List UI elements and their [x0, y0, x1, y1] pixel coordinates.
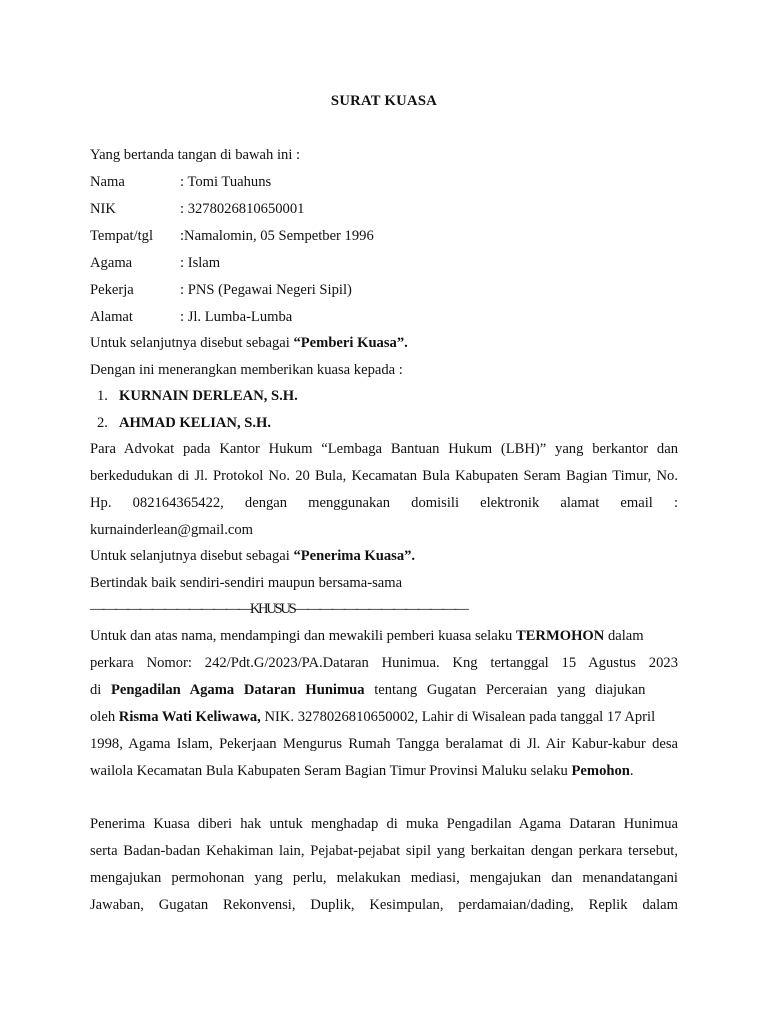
- paragraph-line: Penerima Kuasa diberi hak untuk menghadap di muka Pengadilan Agama Dataran Hunimua: [90, 816, 678, 832]
- field-label-pekerja: Pekerja: [90, 282, 134, 298]
- text-run: NIK. 3278026810650002, Lahir di Wisalean pada tanggal 17 April: [260, 709, 656, 725]
- field-label-nik: NIK: [90, 201, 116, 217]
- paragraph-line: serta Badan-badan Kehakiman lain, Pejabat-pejabat sipil yang berkaitan dengan perkara tersebut,: [90, 843, 678, 859]
- paragraph-line: [90, 628, 678, 645]
- termohon-term: TERMOHON: [515, 628, 605, 644]
- attorney-number: 1.: [97, 388, 108, 404]
- field-value-nik: : 3278026810650001: [180, 201, 305, 217]
- text-run: Untuk dan atas nama, mendampingi dan mewakili pemberi kuasa selaku: [90, 628, 516, 644]
- grantee-reference-prefix: Untuk selanjutnya disebut sebagai: [90, 548, 294, 564]
- paragraph-line: [90, 763, 678, 780]
- paragraph-line: Hp. 082164365422, dengan menggunakan domisili elektronik alamat email :: [90, 495, 678, 511]
- text-run: .: [629, 763, 634, 779]
- field-value-nama: : Tomi Tuahuns: [180, 174, 272, 190]
- field-label-tempat-tgl: Tempat/tgl: [90, 228, 154, 244]
- paragraph-line: 1998, Agama Islam, Pekerjaan Mengurus Rumah Tangga beralamat di Jl. Air Kabur-kabur desa: [90, 736, 678, 752]
- field-value-alamat: : Jl. Lumba-Lumba: [180, 309, 293, 325]
- email-address: kurnainderlean@gmail.com: [90, 522, 253, 538]
- text-run: di: [90, 682, 111, 698]
- paragraph-line: berkedudukan di Jl. Protokol No. 20 Bula, Kecamatan Bula Kabupaten Seram Bagian Timur, No.: [90, 468, 678, 484]
- field-label-agama: Agama: [90, 255, 133, 271]
- grantor-reference-prefix: Untuk selanjutnya disebut sebagai: [90, 335, 294, 351]
- attorney-name: AHMAD KELIAN, S.H.: [119, 415, 272, 431]
- joint-action-text: Bertindak baik sendiri-sendiri maupun bersama-sama: [90, 575, 403, 591]
- grantor-term: “Pemberi Kuasa”.: [293, 335, 408, 351]
- pemohon-term: Pemohon: [571, 763, 630, 779]
- paragraph-line: Jawaban, Gugatan Rekonvensi, Duplik, Kesimpulan, perdamaian/dading, Replik dalam: [90, 897, 678, 913]
- declaration-text: Dengan ini menerangkan memberikan kuasa kepada :: [90, 362, 403, 378]
- document-title: SURAT KUASA: [330, 93, 438, 109]
- text-run: dalam: [604, 628, 644, 644]
- field-value-pekerja: : PNS (Pegawai Negeri Sipil): [180, 282, 352, 298]
- paragraph-line: perkara Nomor: 242/Pdt.G/2023/PA.Dataran Hunimua. Kng tertanggal 15 Agustus 2023: [90, 655, 678, 671]
- attorney-number: 2.: [97, 415, 108, 431]
- grantee-term: “Penerima Kuasa”.: [293, 548, 416, 564]
- grantee-reference: [90, 548, 678, 565]
- paragraph-line: [90, 709, 678, 726]
- field-value-tempat-tgl: :Namalomin, 05 Sempetber 1996: [180, 228, 374, 244]
- text-run: wailola Kecamatan Bula Kabupaten Seram Bagian Timur Provinsi Maluku selaku: [90, 763, 572, 779]
- grantor-reference: [90, 335, 678, 352]
- paragraph-line: Para Advokat pada Kantor Hukum “Lembaga Bantuan Hukum (LBH)” yang berkantor dan: [90, 441, 678, 457]
- field-label-alamat: Alamat: [90, 309, 133, 325]
- field-value-agama: : Islam: [180, 255, 221, 271]
- attorney-name: KURNAIN DERLEAN, S.H.: [119, 388, 298, 404]
- text-run: tentang Gugatan Perceraian yang diajukan: [364, 682, 646, 698]
- text-run: oleh: [90, 709, 119, 725]
- khusus-divider: —————————————KHUSUS——————————————: [90, 601, 467, 617]
- field-label-nama: Nama: [90, 174, 125, 190]
- paragraph-line: [90, 682, 678, 699]
- court-name: Pengadilan Agama Dataran Hunimua: [111, 682, 365, 698]
- paragraph-line: mengajukan permohonan yang perlu, melakukan mediasi, mengajukan dan menandatangani: [90, 870, 678, 886]
- petitioner-name: Risma Wati Keliwawa,: [118, 709, 261, 725]
- intro-text: Yang bertanda tangan di bawah ini :: [90, 147, 301, 163]
